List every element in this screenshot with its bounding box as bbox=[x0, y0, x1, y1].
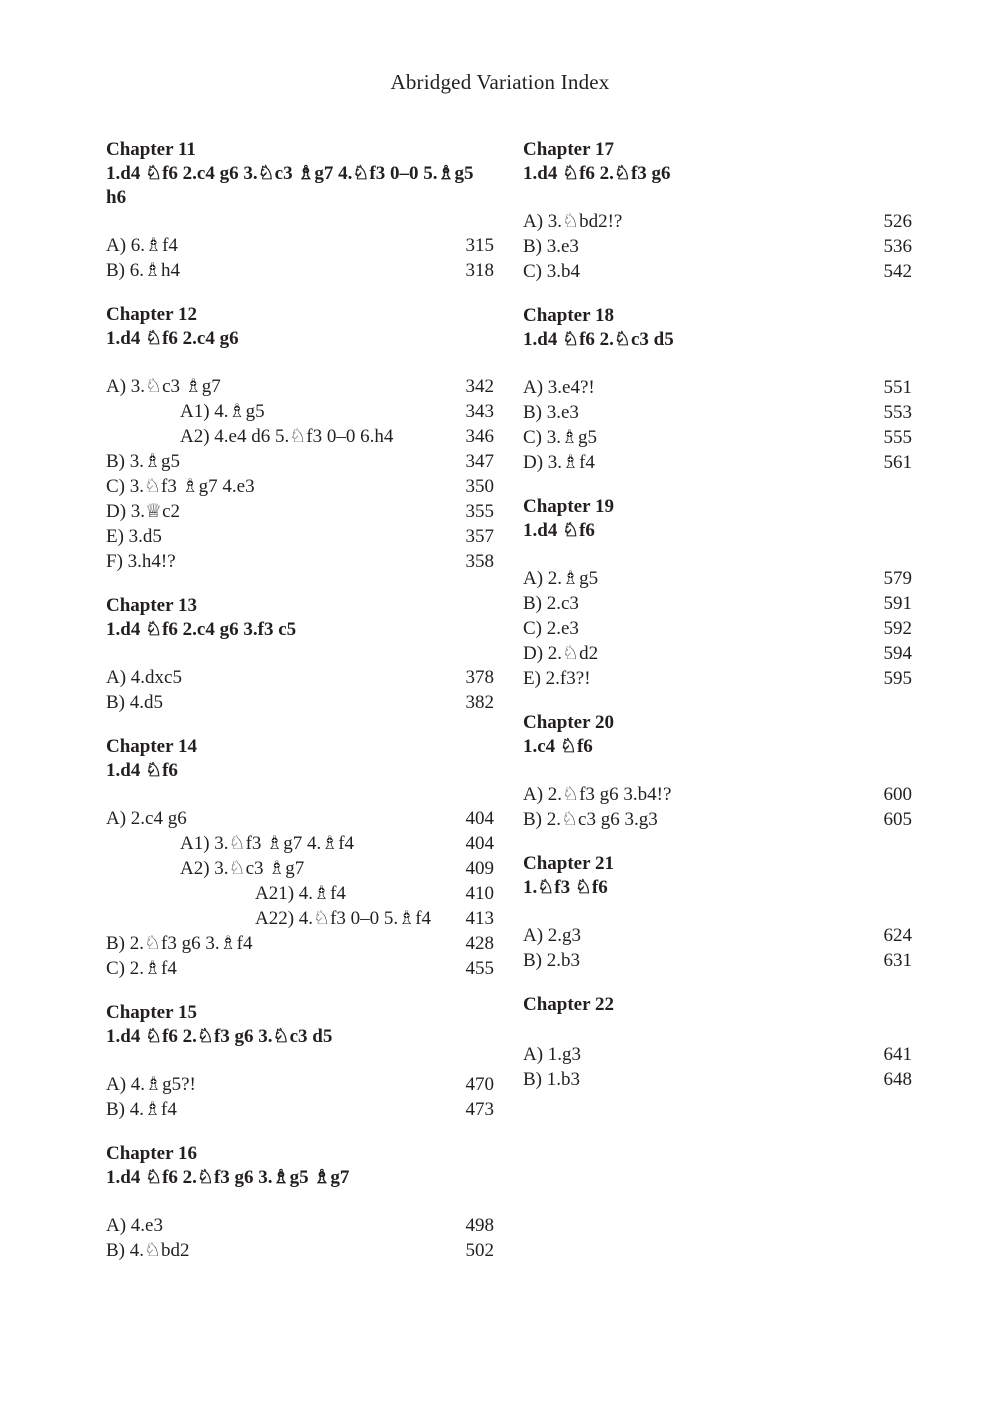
page-number: 600 bbox=[883, 784, 912, 805]
chapter-moves: 1.d4 ♘f6 bbox=[106, 760, 178, 781]
variation-entry bbox=[523, 209, 912, 234]
chapter-section bbox=[523, 852, 912, 973]
variation-label: A) 2.♗g5 bbox=[523, 568, 599, 589]
variation-label: C) 2.e3 bbox=[523, 618, 579, 639]
page-number: 428 bbox=[465, 933, 494, 954]
variation-entry bbox=[523, 616, 912, 641]
page-number: 409 bbox=[465, 858, 494, 879]
page-number: 404 bbox=[465, 808, 494, 829]
variation-entry bbox=[106, 424, 494, 449]
page-number: 592 bbox=[883, 618, 912, 639]
variation-label: A) 4.dxc5 bbox=[106, 667, 182, 688]
page-number: 318 bbox=[465, 260, 494, 281]
variation-list bbox=[523, 375, 912, 475]
variation-entry bbox=[106, 1238, 494, 1263]
variation-entry bbox=[523, 666, 912, 691]
variation-label: B) 2.♘c3 g6 3.g3 bbox=[523, 809, 658, 830]
variation-entry bbox=[523, 641, 912, 666]
page-number: 350 bbox=[465, 476, 494, 497]
variation-entry bbox=[106, 1097, 494, 1122]
variation-label: A1) 4.♗g5 bbox=[180, 401, 265, 422]
page-number: 526 bbox=[883, 211, 912, 232]
variation-label: B) 2.♘f3 g6 3.♗f4 bbox=[106, 933, 253, 954]
page-number: 357 bbox=[465, 526, 494, 547]
chapter-title: Chapter 15 bbox=[106, 1002, 197, 1023]
variation-entry bbox=[106, 881, 494, 906]
page-number: 382 bbox=[465, 692, 494, 713]
variation-entry bbox=[106, 449, 494, 474]
variation-label: B) 2.c3 bbox=[523, 593, 579, 614]
variation-label: A1) 3.♘f3 ♗g7 4.♗f4 bbox=[180, 833, 355, 854]
variation-list bbox=[523, 782, 912, 832]
variation-label: A21) 4.♗f4 bbox=[255, 883, 346, 904]
variation-list bbox=[523, 209, 912, 284]
variation-entry bbox=[106, 831, 494, 856]
chapter-section bbox=[523, 304, 912, 475]
variation-entry bbox=[106, 524, 494, 549]
variation-label: C) 3.b4 bbox=[523, 261, 580, 282]
page-number: 579 bbox=[883, 568, 912, 589]
variation-label: A2) 3.♘c3 ♗g7 bbox=[180, 858, 305, 879]
chapter-title: Chapter 18 bbox=[523, 305, 614, 326]
page-number: 605 bbox=[883, 809, 912, 830]
variation-label: A) 3.♘c3 ♗g7 bbox=[106, 376, 221, 397]
variation-entry bbox=[523, 948, 912, 973]
variation-label: B) 4.d5 bbox=[106, 692, 163, 713]
variation-label: B) 3.e3 bbox=[523, 236, 579, 257]
variation-entry bbox=[106, 906, 494, 931]
variation-entry bbox=[523, 807, 912, 832]
variation-list bbox=[106, 233, 494, 283]
chapter-moves: 1.c4 ♘f6 bbox=[523, 736, 593, 757]
variation-entry bbox=[106, 806, 494, 831]
chapter-section bbox=[106, 303, 494, 574]
variation-label: D) 3.♕c2 bbox=[106, 501, 181, 522]
chapter-title: Chapter 12 bbox=[106, 304, 197, 325]
variation-label: A) 2.g3 bbox=[523, 925, 582, 946]
page-number: 498 bbox=[465, 1215, 494, 1236]
page-number: 648 bbox=[883, 1069, 912, 1090]
page-number: 413 bbox=[465, 908, 494, 929]
chapter-moves: 1.d4 ♘f6 2.♘f3 g6 bbox=[523, 163, 671, 184]
variation-label: B) 6.♗h4 bbox=[106, 260, 181, 281]
variation-entry bbox=[523, 923, 912, 948]
variation-label: A) 4.♗g5?! bbox=[106, 1074, 196, 1095]
chapter-moves: 1.d4 ♘f6 bbox=[523, 520, 595, 541]
chapter-moves: 1.d4 ♘f6 2.c4 g6 bbox=[106, 328, 239, 349]
variation-list bbox=[523, 566, 912, 691]
variation-list bbox=[106, 1213, 494, 1263]
chapter-moves: 1.d4 ♘f6 2.c4 g6 3.f3 c5 bbox=[106, 619, 297, 640]
chapter-section bbox=[523, 495, 912, 691]
variation-label: B) 3.♗g5 bbox=[106, 451, 181, 472]
variation-label: B) 1.b3 bbox=[523, 1069, 580, 1090]
variation-entry bbox=[523, 591, 912, 616]
page-number: 346 bbox=[465, 426, 494, 447]
variation-label: A) 3.♘bd2!? bbox=[523, 211, 623, 232]
page-number: 561 bbox=[883, 452, 912, 473]
variation-list bbox=[523, 1042, 912, 1092]
chapter-title: Chapter 14 bbox=[106, 736, 197, 757]
variation-entry bbox=[523, 1042, 912, 1067]
variation-label: C) 3.♗g5 bbox=[523, 427, 598, 448]
variation-label: E) 3.d5 bbox=[106, 526, 162, 547]
variation-entry bbox=[106, 549, 494, 574]
page-number: 553 bbox=[883, 402, 912, 423]
variation-list bbox=[523, 923, 912, 973]
page-number: 536 bbox=[883, 236, 912, 257]
variation-label: B) 4.♘bd2 bbox=[106, 1240, 190, 1261]
variation-label: A) 4.e3 bbox=[106, 1215, 163, 1236]
variation-entry bbox=[523, 425, 912, 450]
chapter-section bbox=[106, 1142, 494, 1263]
variation-label: A) 6.♗f4 bbox=[106, 235, 178, 256]
variation-entry bbox=[106, 690, 494, 715]
variation-label: D) 3.♗f4 bbox=[523, 452, 595, 473]
page-number: 342 bbox=[465, 376, 494, 397]
chapter-section bbox=[106, 594, 494, 715]
variation-entry bbox=[523, 782, 912, 807]
left-column bbox=[106, 138, 494, 1283]
variation-entry bbox=[523, 566, 912, 591]
page-number: 591 bbox=[883, 593, 912, 614]
page-number: 355 bbox=[465, 501, 494, 522]
chapter-title: Chapter 11 bbox=[106, 139, 196, 160]
variation-entry bbox=[523, 375, 912, 400]
page-number: 555 bbox=[883, 427, 912, 448]
variation-label: D) 2.♘d2 bbox=[523, 643, 599, 664]
chapter-title: Chapter 21 bbox=[523, 853, 614, 874]
page-number: 347 bbox=[465, 451, 494, 472]
page-number: 404 bbox=[465, 833, 494, 854]
variation-label: A2) 4.e4 d6 5.♘f3 0–0 6.h4 bbox=[180, 426, 394, 447]
variation-entry bbox=[523, 259, 912, 284]
page-number: 315 bbox=[465, 235, 494, 256]
variation-list bbox=[106, 374, 494, 574]
variation-entry bbox=[523, 450, 912, 475]
page-number: 624 bbox=[883, 925, 912, 946]
variation-entry bbox=[523, 400, 912, 425]
variation-label: A) 3.e4?! bbox=[523, 377, 595, 398]
variation-label: A22) 4.♘f3 0–0 5.♗f4 bbox=[255, 908, 432, 929]
variation-entry bbox=[106, 956, 494, 981]
page-title: Abridged Variation Index bbox=[390, 70, 610, 94]
chapter-moves: 1.d4 ♘f6 2.♘c3 d5 bbox=[523, 329, 674, 350]
variation-list bbox=[106, 1072, 494, 1122]
chapter-moves: 1.d4 ♘f6 2.♘f3 g6 3.♗g5 ♗g7 bbox=[106, 1167, 350, 1188]
chapter-moves: 1.d4 ♘f6 2.♘f3 g6 3.♘c3 d5 bbox=[106, 1026, 333, 1047]
page-number: 358 bbox=[465, 551, 494, 572]
page-number: 378 bbox=[465, 667, 494, 688]
variation-entry bbox=[106, 856, 494, 881]
chapter-section bbox=[106, 138, 494, 283]
page-number: 542 bbox=[883, 261, 912, 282]
variation-entry bbox=[106, 233, 494, 258]
variation-label: A) 1.g3 bbox=[523, 1044, 582, 1065]
chapter-section bbox=[106, 735, 494, 981]
chapter-section bbox=[523, 138, 912, 284]
variation-label: E) 2.f3?! bbox=[523, 668, 591, 689]
variation-list bbox=[106, 806, 494, 981]
page-number: 455 bbox=[465, 958, 494, 979]
chapter-title: Chapter 17 bbox=[523, 139, 614, 160]
variation-entry bbox=[106, 258, 494, 283]
variation-label: B) 3.e3 bbox=[523, 402, 579, 423]
chapter-moves: 1.♘f3 ♘f6 bbox=[523, 877, 608, 898]
chapter-title: Chapter 22 bbox=[523, 994, 614, 1015]
page-number: 594 bbox=[883, 643, 912, 664]
page-number: 343 bbox=[465, 401, 494, 422]
variation-label: B) 4.♗f4 bbox=[106, 1099, 177, 1120]
chapter-title: Chapter 16 bbox=[106, 1143, 197, 1164]
variation-entry bbox=[106, 1072, 494, 1097]
variation-entry bbox=[106, 665, 494, 690]
page-number: 641 bbox=[883, 1044, 912, 1065]
variation-label: A) 2.c4 g6 bbox=[106, 808, 187, 829]
variation-label: C) 2.♗f4 bbox=[106, 958, 177, 979]
page-number: 502 bbox=[465, 1240, 494, 1261]
variation-list bbox=[106, 665, 494, 715]
variation-entry bbox=[523, 1067, 912, 1092]
page-number: 470 bbox=[465, 1074, 494, 1095]
chapter-title: Chapter 13 bbox=[106, 595, 197, 616]
chapter-title: Chapter 19 bbox=[523, 496, 614, 517]
variation-label: A) 2.♘f3 g6 3.b4!? bbox=[523, 784, 672, 805]
variation-label: B) 2.b3 bbox=[523, 950, 580, 971]
chapter-moves: 1.d4 ♘f6 2.c4 g6 3.♘c3 ♗g7 4.♘f3 0–0 5.♗g5 h6 bbox=[106, 163, 474, 208]
chapter-title: Chapter 20 bbox=[523, 712, 614, 733]
variation-label: F) 3.h4!? bbox=[106, 551, 176, 572]
variation-entry bbox=[106, 374, 494, 399]
variation-label: C) 3.♘f3 ♗g7 4.e3 bbox=[106, 476, 255, 497]
variation-entry bbox=[106, 931, 494, 956]
variation-entry bbox=[106, 399, 494, 424]
variation-entry bbox=[106, 1213, 494, 1238]
variation-entry bbox=[523, 234, 912, 259]
page-number: 473 bbox=[465, 1099, 494, 1120]
chapter-section bbox=[523, 711, 912, 832]
chapter-section bbox=[523, 993, 912, 1092]
variation-entry bbox=[106, 474, 494, 499]
page-number: 410 bbox=[465, 883, 494, 904]
page-number: 631 bbox=[883, 950, 912, 971]
page-number: 551 bbox=[883, 377, 912, 398]
page-number: 595 bbox=[883, 668, 912, 689]
chapter-section bbox=[106, 1001, 494, 1122]
right-column bbox=[523, 138, 912, 1112]
variation-entry bbox=[106, 499, 494, 524]
